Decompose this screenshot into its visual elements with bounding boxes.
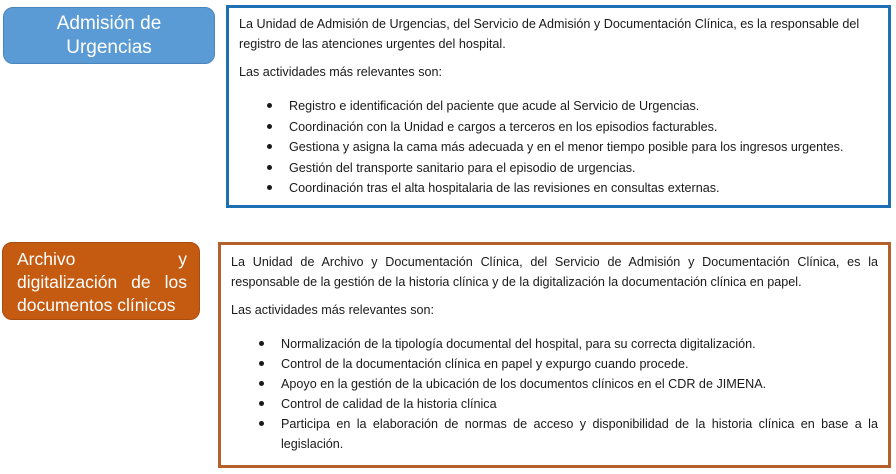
bullet-icon [259, 401, 264, 406]
bullet-icon [267, 124, 272, 129]
section-intro: La Unidad de Admisión de Urgencias, del Servicio de Admisión y Documentación Clínica, es la responsable del registro de las atenciones urgentes del hospital. [239, 17, 860, 51]
list-item: Control de calidad de la historia clínica [259, 394, 878, 414]
activities-list [239, 96, 878, 198]
activities-heading: Las actividades más relevantes son: [239, 65, 443, 79]
activities-list [231, 334, 878, 454]
list-item: Apoyo en la gestión de la ubicación de los documentos clínicos en el CDR de JIMENA. [259, 374, 878, 394]
list-item: Gestiona y asigna la cama más adecuada y en el menor tiempo posible para los ingresos urgentes. [267, 137, 878, 157]
bullet-icon [259, 361, 264, 366]
activities-heading: Las actividades más relevantes son: [231, 303, 435, 317]
bullet-icon [267, 185, 272, 190]
label-line: Admisión de [56, 13, 162, 34]
label-line: Urgencias [66, 37, 152, 58]
section-label-urgencias [3, 7, 215, 64]
list-item: Participa en la elaboración de normas de acceso y disponibilidad de la historia clínica en base a la legislación. [259, 414, 878, 454]
label-line: documentos clínicos [17, 295, 176, 315]
bullet-icon [259, 421, 264, 426]
list-item: Registro e identificación del paciente que acude al Servicio de Urgencias. [267, 96, 878, 116]
section-content-archivo [218, 242, 891, 468]
label-line: digitalización de los [17, 272, 187, 292]
bullet-icon [267, 103, 272, 108]
bullet-icon [267, 165, 272, 170]
bullet-icon [267, 144, 272, 149]
section-content-urgencias [226, 5, 891, 208]
label-line: Archivo y [17, 249, 187, 269]
bullet-icon [259, 341, 264, 346]
section-label-archivo [2, 242, 200, 320]
list-item: Control de la documentación clínica en papel y expurgo cuando procede. [259, 354, 878, 374]
list-item: Gestión del transporte sanitario para el episodio de urgencias. [267, 158, 878, 178]
list-item: Coordinación tras el alta hospitalaria de las revisiones en consultas externas. [267, 178, 878, 198]
bullet-icon [259, 381, 264, 386]
list-item: Coordinación con la Unidad e cargos a terceros en los episodios facturables. [267, 117, 878, 137]
section-intro: La Unidad de Archivo y Documentación Clínica, del Servicio de Admisión y Documentación Clínica, es la responsable de la gestión de la historia clínica y de la digitalización la documentación clínica en papel. [231, 255, 878, 289]
list-item: Normalización de la tipología documental del hospital, para su correcta digitalización. [259, 334, 878, 354]
